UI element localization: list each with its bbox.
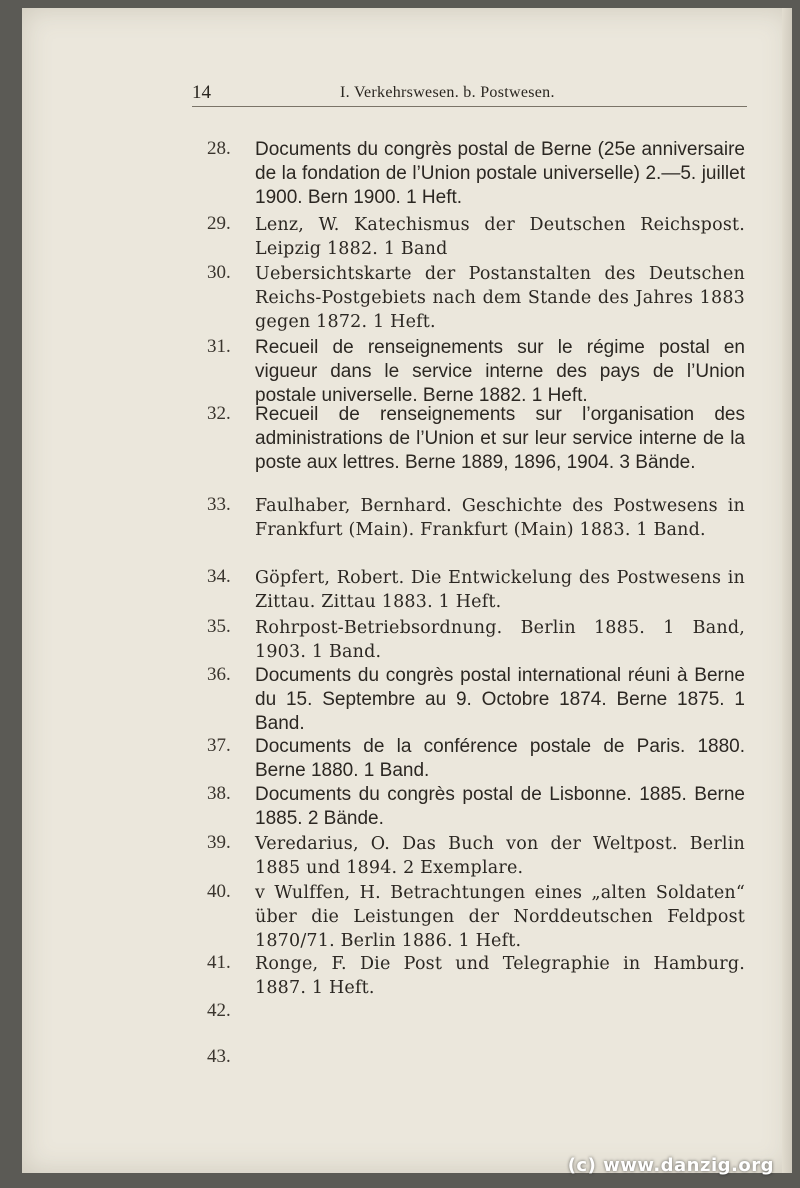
entry-text: Documents du congrès postal de Lisbonne. 1885. Berne 1885. 2 Bände. — [255, 784, 745, 829]
book-page — [22, 8, 792, 1173]
entry-text: Recueil de renseignements sur le régime postal en vigueur dans le service interne des pays de l’Union postale universelle. Berne 1882. 1 Heft. — [255, 337, 745, 406]
entry-number: 38. — [207, 783, 231, 804]
entry-number: 28. — [207, 138, 231, 159]
entry-text: Recueil de renseignements sur l’organisation des administrations de l’Union et sur leur service interne de la poste aux lettres. Berne 1889, 1896, 1904. 3 Bände. — [255, 404, 745, 473]
entry-number: 31. — [207, 336, 231, 357]
entry-text: Veredarius, O. Das Buch von der Weltpost. Berlin 1885 und 1894. 2 Exemplare. — [255, 834, 745, 878]
copyright-watermark: (c) www.danzig.org — [567, 1155, 774, 1176]
entry-number: 35. — [207, 616, 231, 637]
page-edge — [782, 8, 792, 1173]
entry-text: Documents du congrès postal international réuni à Berne du 15. Septembre au 9. Octobre 1874. Berne 1875. 1 Band. — [255, 665, 745, 734]
page-header — [192, 80, 747, 107]
entry-text: Rohrpost-Betriebsordnung. Berlin 1885. 1 Band, 1903. 1 Band. — [255, 618, 745, 662]
entry-number: 30. — [207, 262, 231, 283]
entry-number: 33. — [207, 494, 231, 515]
entry-number: 37. — [207, 735, 231, 756]
entry-number: 39. — [207, 832, 231, 853]
entry-number: 40. — [207, 881, 231, 902]
entry-text: Göpfert, Robert. Die Entwickelung des Postwesens in Zittau. Zittau 1883. 1 Heft. — [255, 568, 745, 612]
entry-text: Faulhaber, Bernhard. Geschichte des Postwesens in Frankfurt (Main). Frankfurt (Main) 1883. 1 Band. — [255, 496, 745, 540]
entry-number: 34. — [207, 566, 231, 587]
entry-number: 36. — [207, 664, 231, 685]
entry-number: 32. — [207, 403, 231, 424]
entry-number: 41. — [207, 952, 231, 973]
running-head: I. Verkehrswesen. b. Postwesen. — [340, 84, 555, 101]
page-number: 14 — [192, 82, 211, 103]
entry-text: Lenz, W. Katechismus der Deutschen Reichspost. Leipzig 1882. 1 Band — [255, 215, 745, 259]
entry-text: Uebersichtskarte der Postanstalten des Deutschen Reichs-Postgebiets nach dem Stande des Jahres 1883 gegen 1872. 1 Heft. — [255, 264, 745, 332]
entry-number: 42. — [207, 1000, 231, 1021]
entry-number: 29. — [207, 213, 231, 234]
entry-number: 43. — [207, 1046, 231, 1067]
entry-text: Ronge, F. Die Post und Telegraphie in Hamburg. 1887. 1 Heft. — [255, 954, 745, 998]
entry-text: Documents de la conférence postale de Paris. 1880. Berne 1880. 1 Band. — [255, 736, 745, 781]
entry-text: Documents du congrès postal de Berne (25e anniversaire de la fondation de l’Union postale universelle) 2.—5. juillet 1900. Bern 1900. 1 Heft. — [255, 139, 745, 208]
entry-text: v Wulffen, H. Betrachtungen eines „alten Soldaten“ über die Leistungen der Norddeutschen Feldpost 1870/71. Berlin 1886. 1 Heft. — [255, 883, 745, 951]
